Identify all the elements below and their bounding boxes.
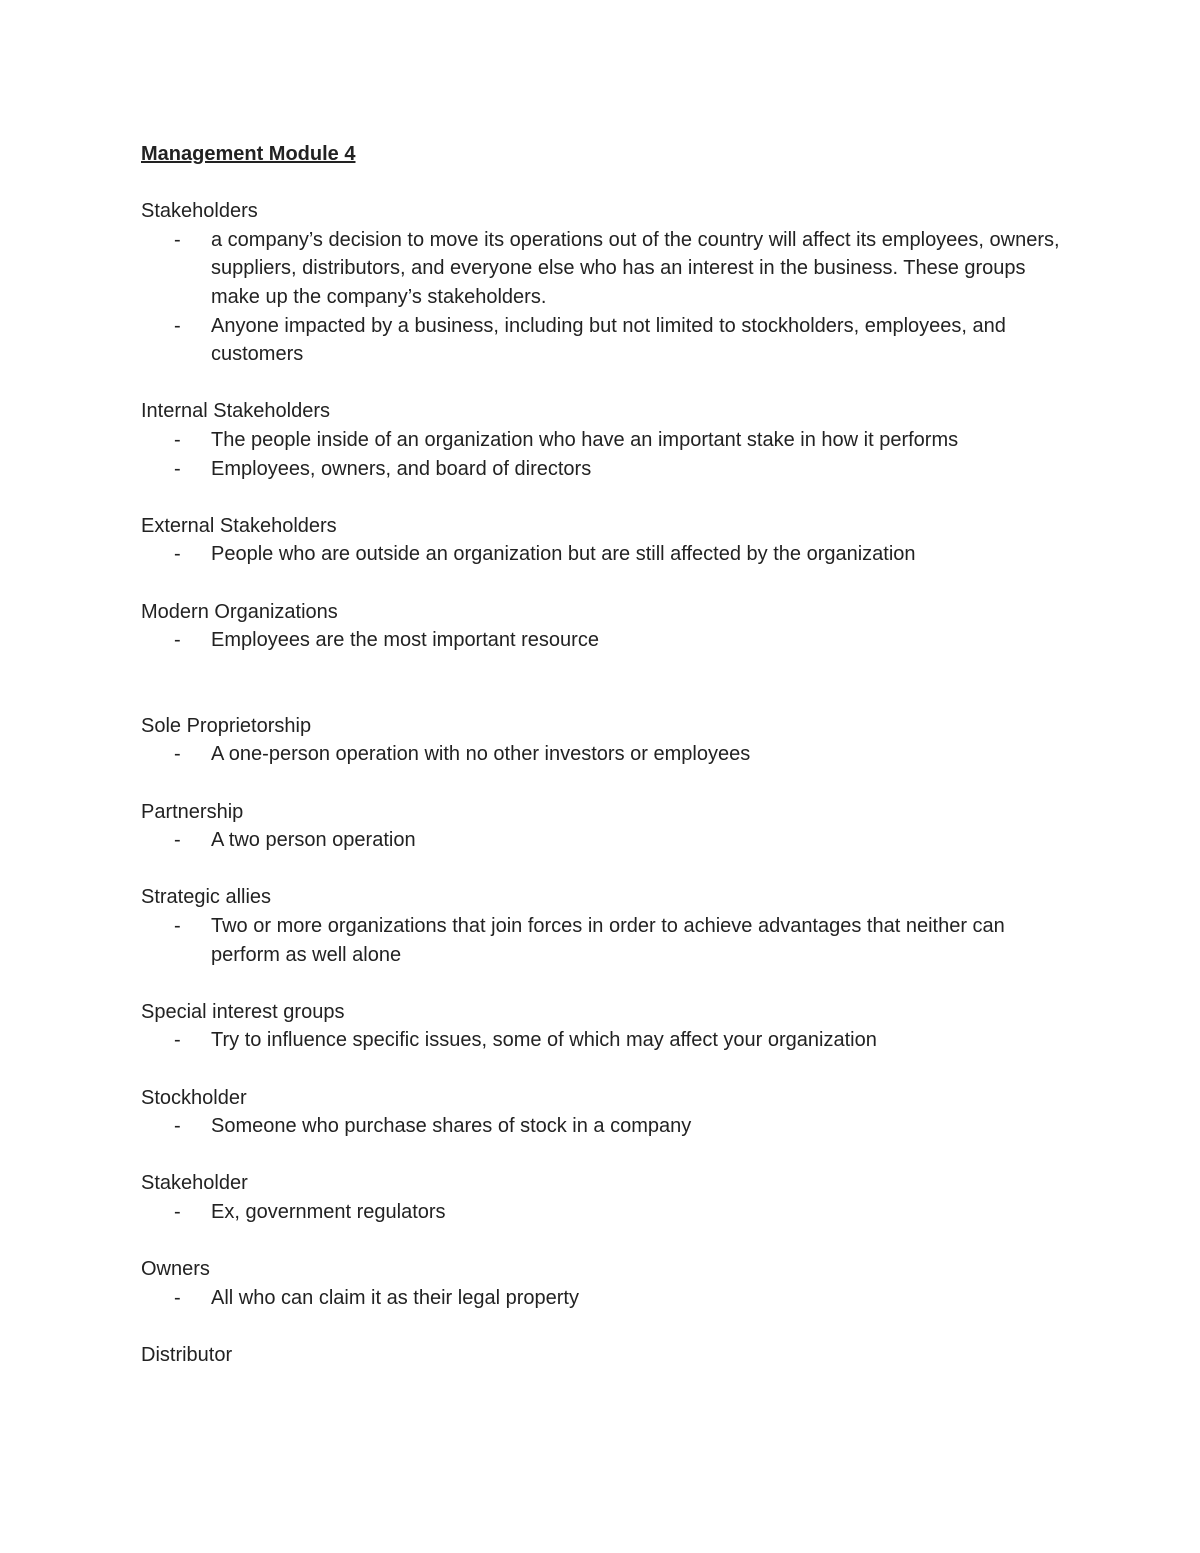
section-heading: Partnership: [141, 800, 244, 823]
bullet-text: Ex, government regulators: [211, 1200, 446, 1223]
bullet-item: [141, 455, 1061, 484]
bullet-list: [141, 626, 1061, 655]
bullet-dash: -: [174, 1286, 181, 1309]
bullet-dash: -: [174, 228, 181, 251]
bullet-list: [141, 540, 1061, 569]
bullet-list: [141, 826, 1061, 855]
bullet-item: [141, 1026, 1061, 1055]
section-stakeholder: [141, 1169, 1061, 1226]
bullet-item: [141, 1112, 1061, 1141]
section-heading: Special interest groups: [141, 1000, 345, 1023]
bullet-dash: -: [174, 457, 181, 480]
section-partnership: [141, 798, 1061, 855]
bullet-dash: -: [174, 428, 181, 451]
bullet-list: [141, 1198, 1061, 1227]
bullet-item: [141, 226, 1061, 312]
bullet-item: [141, 540, 1061, 569]
bullet-dash: -: [174, 1200, 181, 1223]
bullet-list: [141, 1284, 1061, 1313]
bullet-item: [141, 826, 1061, 855]
bullet-text: a company’s decision to move its operations out of the country will affect its employees, owners, suppliers, distributors, and everyone else who has an interest in the business. These groups make up the company’s stakeholders.: [211, 228, 1060, 308]
bullet-item: [141, 912, 1061, 969]
bullet-text: Employees, owners, and board of directors: [211, 457, 592, 480]
bullet-dash: -: [174, 314, 181, 337]
bullet-text: All who can claim it as their legal property: [211, 1286, 579, 1309]
bullet-item: [141, 312, 1061, 369]
bullet-item: [141, 1198, 1061, 1227]
document-title: Management Module 4: [141, 143, 356, 165]
section-sole-proprietorship: [141, 712, 1061, 769]
bullet-dash: -: [174, 915, 181, 938]
bullet-dash: -: [174, 629, 181, 652]
bullet-item: [141, 626, 1061, 655]
section-external-stakeholders: [141, 512, 1061, 569]
section-heading: Internal Stakeholders: [141, 400, 331, 423]
bullet-text: A one-person operation with no other investors or employees: [211, 743, 751, 766]
section-heading: Owners: [141, 1258, 210, 1281]
section-heading: Modern Organizations: [141, 600, 338, 623]
bullet-list: [141, 1026, 1061, 1055]
bullet-text: Two or more organizations that join forces in order to achieve advantages that neither can perform as well alone: [211, 915, 1005, 966]
bullet-list: [141, 740, 1061, 769]
bullet-list: [141, 426, 1061, 483]
bullet-text: Someone who purchase shares of stock in a company: [211, 1115, 692, 1138]
bullet-text: People who are outside an organization but are still affected by the organization: [211, 543, 916, 566]
section-heading: Strategic allies: [141, 886, 272, 909]
section-special-interest-groups: [141, 998, 1061, 1055]
bullet-dash: -: [174, 743, 181, 766]
section-strategic-allies: [141, 883, 1061, 969]
bullet-dash: -: [174, 543, 181, 566]
section-distributor: [141, 1341, 1061, 1370]
bullet-text: A two person operation: [211, 829, 416, 852]
bullet-list: [141, 912, 1061, 969]
bullet-item: [141, 1284, 1061, 1313]
document-page: [141, 140, 1061, 1398]
bullet-dash: -: [174, 1115, 181, 1138]
bullet-item: [141, 426, 1061, 455]
section-stockholder: [141, 1084, 1061, 1141]
section-internal-stakeholders: [141, 397, 1061, 483]
bullet-list: [141, 1112, 1061, 1141]
section-heading: Sole Proprietorship: [141, 714, 312, 737]
bullet-item: [141, 740, 1061, 769]
bullet-text: Anyone impacted by a business, including but not limited to stockholders, employees, and customers: [211, 314, 1006, 366]
section-heading: External Stakeholders: [141, 514, 337, 537]
section-heading: Distributor: [141, 1343, 233, 1366]
section-modern-organizations: [141, 598, 1061, 655]
section-owners: [141, 1255, 1061, 1312]
section-heading: Stakeholders: [141, 200, 258, 223]
bullet-list: [141, 226, 1061, 369]
bullet-dash: -: [174, 1029, 181, 1052]
bullet-text: Employees are the most important resource: [211, 629, 599, 652]
bullet-text: The people inside of an organization who have an important stake in how it performs: [211, 428, 959, 451]
bullet-text: Try to influence specific issues, some of which may affect your organization: [211, 1029, 877, 1052]
bullet-dash: -: [174, 829, 181, 852]
section-heading: Stockholder: [141, 1086, 247, 1109]
section-heading: Stakeholder: [141, 1172, 248, 1195]
section-stakeholders: [141, 197, 1061, 369]
